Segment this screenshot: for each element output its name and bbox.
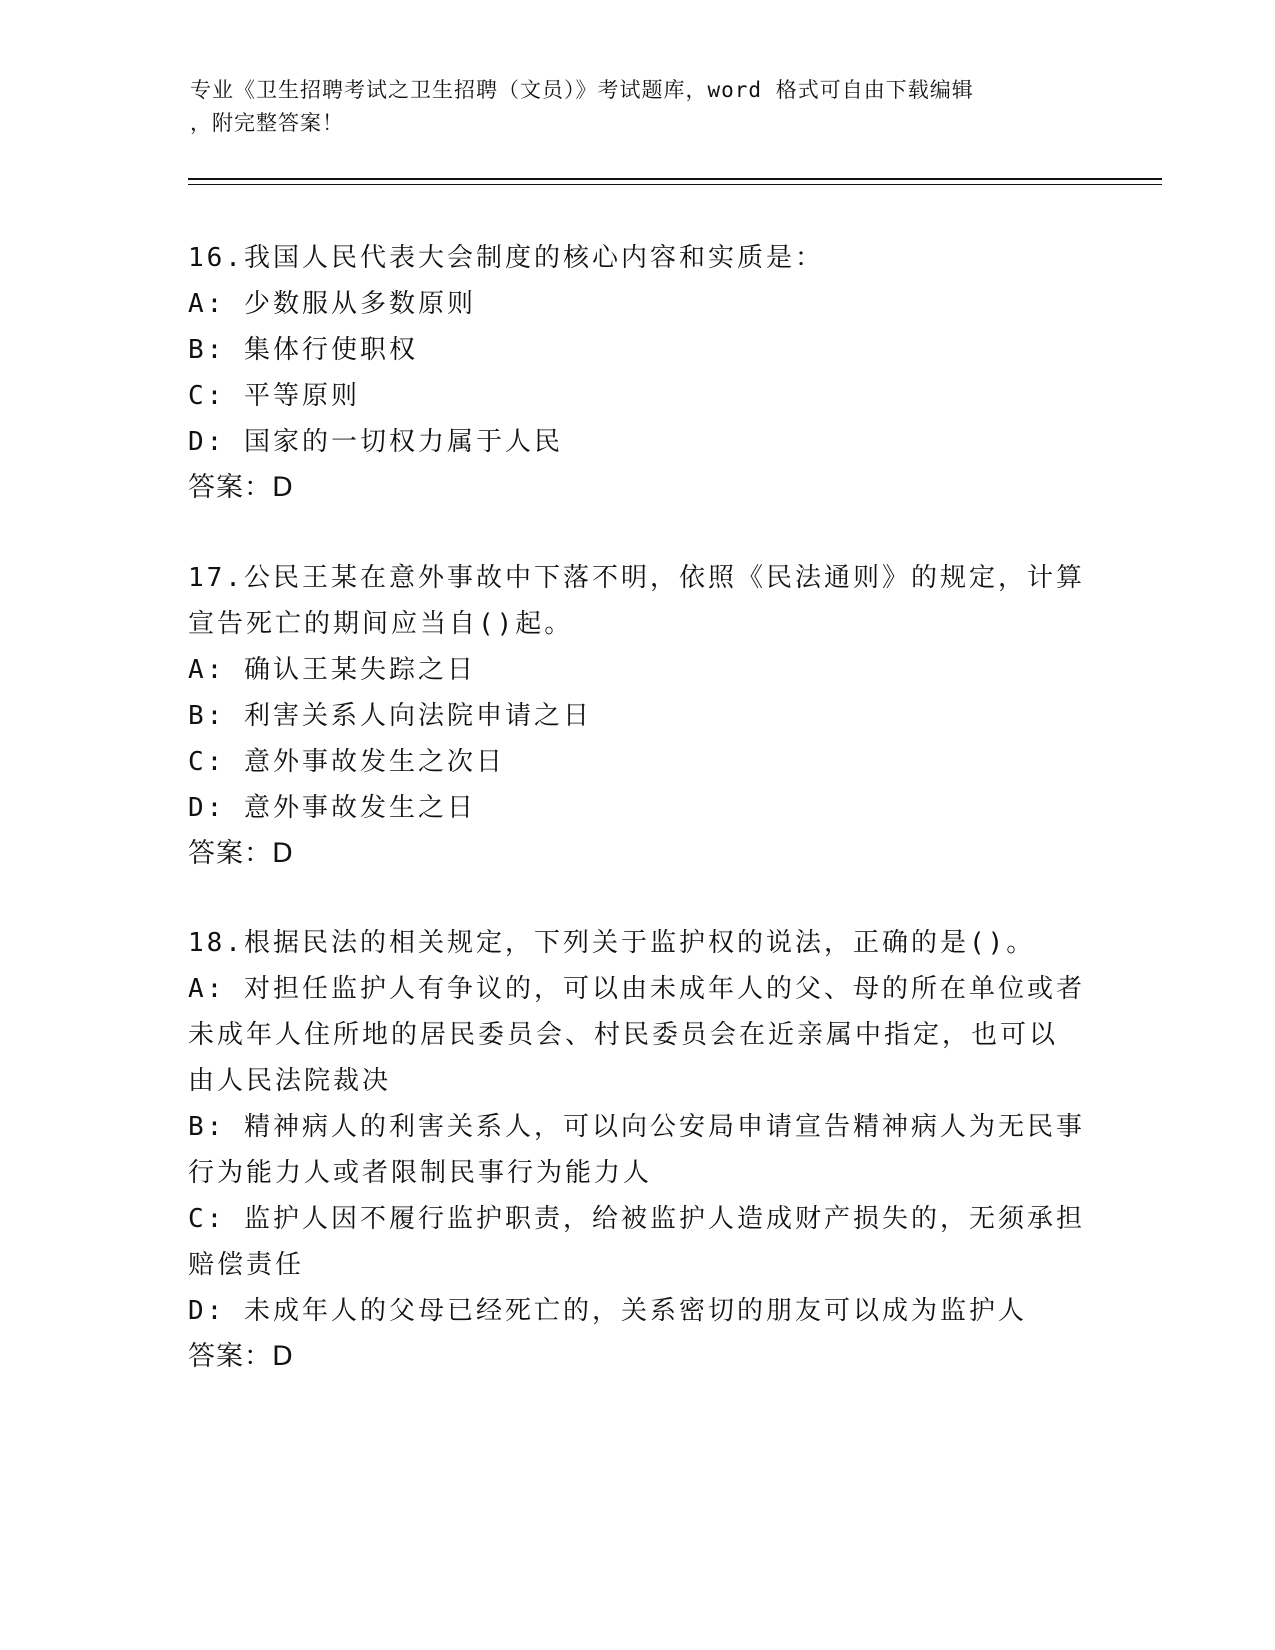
option-d: D: 意外事故发生之日 [188, 793, 476, 823]
option-a-line-2: 未成年人住所地的居民委员会、村民委员会在近亲属中指定，也可以 [188, 1020, 1059, 1050]
option-c-line-1: C: 监护人因不履行监护职责，给被监护人造成财产损失的，无须承担 [188, 1204, 1085, 1234]
option-b-line-1: B: 精神病人的利害关系人，可以向公安局申请宣告精神病人为无民事 [188, 1112, 1085, 1142]
header-line-1: 专业《卫生招聘考试之卫生招聘（文员）》考试题库，word 格式可自由下载编辑 [190, 78, 974, 102]
option-d: D: 未成年人的父母已经死亡的，关系密切的朋友可以成为监护人 [188, 1296, 1027, 1326]
answer-label: 答案：D [188, 838, 294, 869]
option-c-line-2: 赔偿责任 [188, 1250, 305, 1280]
option-c: C: 平等原则 [188, 381, 360, 411]
answer-label: 答案：D [188, 472, 294, 503]
header-divider-thin [188, 184, 1162, 185]
question-16 [188, 235, 1088, 511]
question-stem: 18.根据民法的相关规定，下列关于监护权的说法，正确的是()。 [188, 928, 1036, 958]
answer-label: 答案：D [188, 1341, 294, 1372]
option-b: B: 利害关系人向法院申请之日 [188, 701, 592, 731]
question-stem-line-1: 17.公民王某在意外事故中下落不明，依照《民法通则》的规定，计算 [188, 563, 1085, 593]
question-17 [188, 555, 1088, 877]
option-b-line-2: 行为能力人或者限制民事行为能力人 [188, 1158, 653, 1188]
option-a: A: 确认王某失踪之日 [188, 655, 476, 685]
option-a: A: 少数服从多数原则 [188, 289, 476, 319]
option-d: D: 国家的一切权力属于人民 [188, 427, 563, 457]
header-line-2: ，附完整答案！ [190, 111, 344, 135]
option-a-line-1: A: 对担任监护人有争议的，可以由未成年人的父、母的所在单位或者 [188, 974, 1085, 1004]
option-c: C: 意外事故发生之次日 [188, 747, 505, 777]
question-stem: 16.我国人民代表大会制度的核心内容和实质是： [188, 243, 824, 273]
header-divider-thick [188, 178, 1162, 180]
question-18 [188, 920, 1088, 1380]
option-b: B: 集体行使职权 [188, 335, 418, 365]
option-a-line-3: 由人民法院裁决 [188, 1066, 392, 1096]
question-stem-line-2: 宣告死亡的期间应当自()起。 [188, 609, 574, 639]
document-header-note [190, 74, 1070, 140]
